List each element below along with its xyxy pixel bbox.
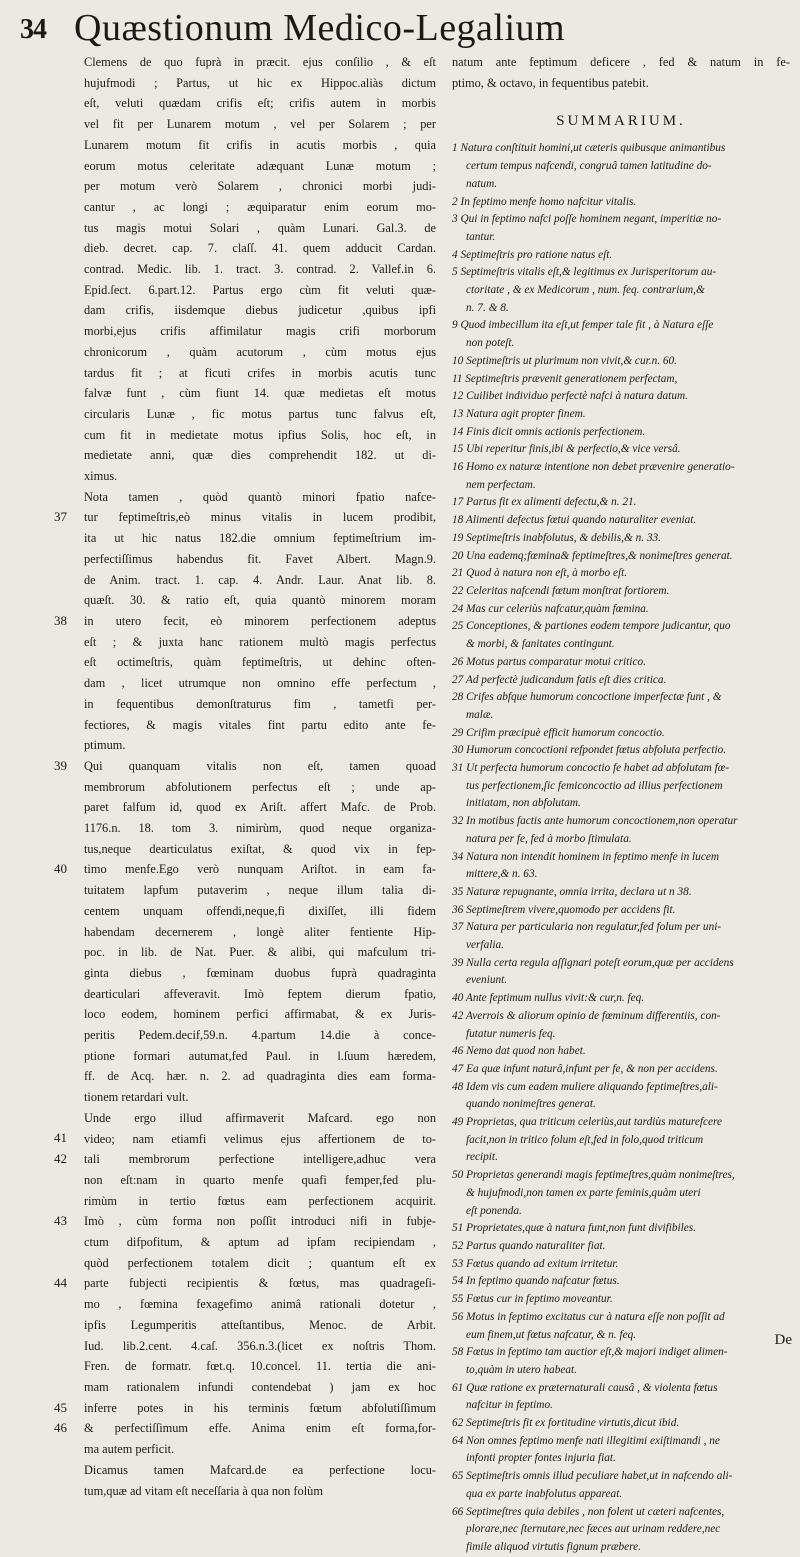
- margin-number: 40: [54, 861, 67, 877]
- text-line: eorum motus celeritate adæquant Lunæ motum ;: [84, 158, 436, 173]
- summary-line: 18 Alimenti defectus fœtui quando naturaliter eveniat.: [452, 514, 697, 527]
- summary-line: plorare,nec ſternutare,nec fæces aut urinam reddere,nec: [466, 1523, 721, 1536]
- summary-line: natum.: [466, 177, 498, 190]
- text-line: dam crifis, iisdemque diebus judicetur ,quibus ipfi: [84, 303, 436, 318]
- text-line: tum,quæ ad vitam eſt neceſſaria à qua non folùm: [84, 1483, 323, 1498]
- summary-line: 42 Averrois & aliorum opinio de fœminum differentiis, con-: [452, 1009, 721, 1022]
- summary-line: 51 Proprietates,quæ à natura funt,non funt divifibiles.: [452, 1222, 697, 1235]
- summary-line: 17 Partus fit ex alimenti defectu,& n. 21.: [452, 496, 637, 509]
- text-line: natum ante feptimum deficere , fed & natum in fe-: [452, 55, 790, 69]
- summary-line: 21 Quod à natura non eſt, à morbo eſt.: [452, 567, 628, 580]
- text-line: peritis Pedem.decif,59.n. 4.partum 14.die à conce-: [84, 1028, 436, 1043]
- text-line: ma autem perficit.: [84, 1442, 175, 1457]
- summary-line: 29 Crifim præcipuè efficit humorum concoctio.: [452, 726, 665, 739]
- summary-line: facit,non in tritico folum eſt,fed in folo,quod triticum: [466, 1133, 704, 1146]
- page-number: 34: [20, 14, 46, 45]
- summary-line: nafcitur in feptimo.: [466, 1399, 553, 1412]
- right-column-intro: [452, 52, 790, 93]
- text-line: rimùm in tertio fœtus eam perfectionem acquirit.: [84, 1193, 436, 1208]
- margin-number: 46: [54, 1420, 67, 1436]
- summary-line: eſt ponenda.: [466, 1204, 522, 1217]
- text-line: inferre potes in his terminis fœtum abfolutiſſimum: [84, 1400, 436, 1415]
- text-line: cantur , ac longi ; æquiparatur enim eorum mo-: [84, 199, 436, 214]
- summary-line: verfalia.: [466, 939, 504, 952]
- text-line: ita ut hic natus 182.die omnium feptimeſtrium im-: [84, 531, 436, 546]
- text-line: quòd perfectionem totalem dicit ; quantum eſt ex: [84, 1255, 436, 1270]
- text-line: Iud. lib.2.cent. 4.caſ. 356.n.3.(licet ex noſtris Thom.: [84, 1338, 436, 1353]
- margin-number: 45: [54, 1399, 67, 1415]
- summary-line: 40 Ante feptimum nullus vivit:& cur,n. feq.: [452, 992, 645, 1005]
- margin-number: 39: [54, 757, 67, 773]
- summary-line: 19 Septimeſtris inabfolutus, & debilis,& n. 33.: [452, 531, 661, 544]
- text-line: habendam decernerem , longè aliter fentiente Hip-: [84, 924, 436, 939]
- text-line: Unde ergo illud affirmaverit Mafcard. ego non: [84, 1110, 436, 1125]
- text-line: ximus.: [84, 469, 118, 484]
- text-line: medietate anni, quæ dies comprehendit 182. ut di-: [84, 448, 436, 463]
- summary-line: 25 Conceptiones, & partiones eodem tempore judicantur, quo: [452, 620, 731, 633]
- text-line: Imò , cùm forma non poſſit introduci nifi in fubje-: [84, 1214, 436, 1229]
- summary-line: 22 Celeritas nafcendi fœtum monſtrat fortiorem.: [452, 584, 670, 597]
- summary-line: & morbi, & fanitates contingunt.: [466, 638, 615, 651]
- summary-line: 31 Ut perfecta humorum concoctio fe habet ad abfolutam fœ-: [452, 762, 730, 775]
- text-line: fectiores, & magis vitales fint partu edito ante fe-: [84, 717, 436, 732]
- text-line: ipfis Legumperitis atteſtantibus, Menoc. de Arbit.: [84, 1317, 436, 1332]
- text-line: tuitatem lapfum putaverim , neque illum talia di-: [84, 883, 436, 898]
- summary-line: 54 In feptimo quando nafcatur fœtus.: [452, 1275, 620, 1288]
- summary-line: recipit.: [466, 1151, 498, 1164]
- summary-line: 46 Nemo dat quod non habet.: [452, 1045, 586, 1058]
- summary-line: 11 Septimeſtris prævenit generationem perfectam,: [452, 372, 678, 385]
- text-line: dam , licet utrumque non omnino effe perfectum ,: [84, 676, 436, 691]
- text-line: hujufmodi ; Partus, ut hic ex Hippoc.aliàs dictum: [84, 75, 436, 90]
- text-line: tionem retardari vult.: [84, 1090, 189, 1105]
- summary-line: 58 Fœtus in feptimo tam auctior eſt,& majori indiget alimen-: [452, 1346, 728, 1359]
- text-line: Dicamus tamen Mafcard.de ea perfectione locu-: [84, 1462, 436, 1477]
- text-line: morbi,ejus crifis affimilatur magis crifi morborum: [84, 324, 436, 339]
- summary-line: 32 In motibus factis ante humorum concoctionem,non operatur: [452, 815, 738, 828]
- summary-line: 62 Septimeſtris fit ex fortitudine virtutis,dicut ibid.: [452, 1417, 680, 1430]
- text-line: paret falfum id, quod ex Ariſt. affert Mafc. de Prob.: [84, 800, 436, 815]
- text-line: in fequentibus demonſtraturus fim , tametfi per-: [84, 696, 436, 711]
- text-line: parte fubjecti recipientis & fœtus, mas quadrageſi-: [84, 1276, 436, 1291]
- text-line: & perfectiſſimum effe. Anima enim eſt forma,for-: [84, 1421, 436, 1436]
- summary-line: 36 Septimeſtrem vivere,quomodo per accidens fit.: [452, 903, 676, 916]
- summary-line: 27 Ad perfectè judicandum fatis eſt dies critica.: [452, 673, 667, 686]
- text-line: cum fit in medietate motus ipfius Solis, hoc eſt, in: [84, 427, 436, 442]
- text-line: dieb. decret. cap. 7. claſſ. 41. quem adducit Cardan.: [84, 241, 436, 256]
- text-line: contrad. Medic. lib. 1. tract. 3. contrad. 2. Vallef.in 6.: [84, 262, 436, 277]
- left-column: [84, 52, 436, 1498]
- summary-line: 16 Homo ex naturæ intentione non debet prævenire generatio-: [452, 461, 735, 474]
- summary-line: malæ.: [466, 708, 494, 721]
- summary-line: initiatam, non abfolutam.: [466, 797, 581, 810]
- margin-number: 38: [54, 612, 67, 628]
- text-line: ff. de Acq. hær. n. 2. ad quadraginta dies eam forma-: [84, 1069, 436, 1084]
- summary-line: 20 Una eademq;fœmina& feptimeſtres,& nonimeſtres generat.: [452, 549, 733, 562]
- margin-number: 43: [54, 1213, 67, 1229]
- summary-line: 14 Finis dicit omnis actionis perfectionem.: [452, 425, 646, 438]
- text-line: perfectiſſimus habendus fit. Favet Albert. Magn.9.: [84, 551, 436, 566]
- text-line: membrorum abfolutionem perfectus eſt ; unde ap-: [84, 779, 436, 794]
- catchword: De: [774, 1332, 792, 1348]
- text-line: Lunarem motum fit crifis in acutis morbis , quia: [84, 137, 436, 152]
- summary-line: tus perfectionem,ſic femiconcoctio ad illius perfectionem: [466, 779, 723, 792]
- summary-line: 15 Ubi reperitur finis,ibi & perfectio,& vice versâ.: [452, 443, 681, 456]
- text-line: eſt ; & juxta hanc rationem multò magis perfectus: [84, 634, 436, 649]
- summary-line: 24 Mas cur celeriùs nafcatur,quàm fœmina.: [452, 602, 649, 615]
- summary-line: futatur numeris feq.: [466, 1027, 556, 1040]
- summary-line: 2 In feptimo menfe homo nafcitur vitalis.: [452, 195, 637, 208]
- summary-line: 52 Partus quando naturaliter fiat.: [452, 1240, 606, 1252]
- summary-line: eum finem,ut fœtus nafcatur, & n. feq.: [466, 1328, 637, 1341]
- text-line: timo menfe.Ego verò nunquam Ariſtot. in eam fa-: [84, 862, 436, 877]
- summary-line: fimile aliquod virtutis fignum præbere.: [466, 1540, 641, 1553]
- summary-line: tantur.: [466, 230, 496, 243]
- summary-line: 12 Cuilibet individuo perfectè nafci à natura datum.: [452, 390, 688, 403]
- summary-line: infonti propter fontes injuria fiat.: [466, 1452, 616, 1465]
- text-line: Epid.ſect. 6.part.12. Partus ergo cùm fit veluti quæ-: [84, 282, 436, 297]
- summary-line: 35 Naturæ repugnante, omnia irrita, declara ut n 38.: [452, 885, 692, 898]
- summary-line: 26 Motus partus comparatur motui critico.: [452, 655, 646, 668]
- text-line: poc. in lib. de Nat. Puer. & alibi, qui mafculum tri-: [84, 945, 436, 960]
- summary-line: 1 Natura conſtituit homini,ut cæteris quibusque animantibus: [452, 142, 726, 155]
- summary-line: 56 Motus in feptimo excitatus cur à natura eſſe non poſſit ad: [452, 1310, 725, 1323]
- summary-line: mittere,& n. 63.: [466, 868, 538, 881]
- margin-number: 44: [54, 1275, 67, 1291]
- margin-number: 37: [54, 509, 67, 525]
- summary-line: 39 Nulla certa regula aſſignari poteſt eorum,quæ per accidens: [452, 956, 734, 969]
- summary-line: 30 Humorum concoctioni refpondet fœtus abfoluta perfectio.: [452, 744, 727, 757]
- summary-line: certum tempus nafcendi, congruâ tamen latitudine do-: [466, 160, 712, 173]
- text-line: tur feptimeſtris,eò minus vitalis in lucem prodibit,: [84, 510, 436, 525]
- running-head: Quæstionum Medico-Legalium: [74, 7, 566, 49]
- text-line: mo , fœmina fexagefimo animâ rationali dotetur ,: [84, 1297, 436, 1312]
- text-line: non eſt:nam in quarto menfe quafi femper,fed plu-: [84, 1172, 436, 1187]
- text-line: eſt, veluti quædam crifis eſt; crifis autem in morbis: [84, 96, 436, 111]
- text-line: ginta diebus , fœminam duobus fuprà quadraginta: [84, 965, 436, 980]
- summary-line: ctoritate , & ex Medicorum , num. feq. contrarium,&: [466, 284, 705, 297]
- text-line: tali membrorum perfectione intelligere,adhuc vera: [84, 1152, 436, 1167]
- summary-line: 64 Non omnes feptimo menfe nati illegitimi exiſtimandi , ne: [452, 1434, 720, 1447]
- text-line: video; nam etiamfi velimus ejus affertionem de to-: [84, 1131, 436, 1146]
- text-line: tardus fit ; at ficuti crifes in morbis acutis tunc: [84, 365, 436, 380]
- summary-line: 37 Natura per particularia non regulatur,fed folum per uni-: [452, 921, 722, 934]
- summary-line: 61 Quæ ratione ex præternaturali causâ , & violenta fœtus: [452, 1381, 718, 1394]
- summary-line: & hujufmodi,non tamen ex parte feminis,quàm uteri: [466, 1186, 701, 1199]
- summary-line: 66 Septimeſtres quia debiles , non folent ut cæteri nafcentes,: [452, 1505, 725, 1518]
- summary-heading: SUMMARIUM.: [556, 113, 686, 130]
- text-line: ctum difpofitum, & aptum ad ipfam recipiendam ,: [84, 1235, 436, 1250]
- text-line: eſt octimeſtris, quàm feptimeſtris, ut dehinc often-: [84, 655, 436, 670]
- summary-line: 4 Septimeſtris pro ratione natus eſt.: [452, 248, 613, 261]
- text-line: Nota tamen , quòd quantò minori fpatio nafce-: [84, 489, 436, 504]
- page-header: [0, 4, 800, 50]
- summary-line: to,quàm in utero habeat.: [466, 1363, 577, 1376]
- text-line: Fren. de formatr. fœt.q. 10.concel. 11. tertia die ani-: [84, 1359, 436, 1374]
- text-line: falvæ funt , cùm fiunt 14. quæ medietas eſt motus: [84, 386, 436, 401]
- summary-line: 49 Proprietas, qua triticum celeriùs,aut tardiùs maturefcere: [452, 1116, 723, 1129]
- summary-line: 50 Proprietas generandi magis feptimeſtres,quàm nonimeſtres,: [452, 1169, 735, 1182]
- summary-line: 3 Qui in feptimo nafci poſſe hominem negant, imperitiæ no-: [452, 213, 722, 226]
- summary-line: 9 Quod imbecillum ita eſt,ut femper tale fit , à Natura eſſe: [452, 319, 714, 332]
- summary-line: natura per fe, fed à morbo ſtimulata.: [466, 832, 632, 845]
- summary-line: 34 Natura non intendit hominem in feptimo menfe in lucem: [452, 850, 720, 863]
- summary-line: nem perfectam.: [466, 478, 536, 491]
- right-column: [452, 52, 790, 1553]
- summary-line: 53 Fœtus quando ad exitum irritetur.: [452, 1257, 619, 1270]
- summary-line: 28 Crifes abfque humorum concoctione imperfectæ funt , &: [452, 691, 722, 704]
- text-line: loco eodem, hominem perfici affirmabat, & ex Juris-: [84, 1007, 436, 1022]
- text-line: Clemens de quo fuprà in præcit. ejus conſilio , & eſt: [84, 55, 436, 69]
- summary-line: 65 Septimeſtris omnis illud peculiare habet,ut in nafcendo ali-: [452, 1470, 733, 1483]
- summary-line: 55 Fœtus cur in feptimo moveantur.: [452, 1293, 613, 1306]
- text-line: mam rationalem infundi contendebat ) jam ex hoc: [84, 1380, 436, 1394]
- text-line: quæſt. 30. & ratio eſt, quia quantò minorem moram: [84, 593, 436, 608]
- text-line: 1176.n. 18. tom 3. nimirùm, quod neque organiza-: [84, 821, 436, 836]
- summary-line: quando nonimeſtres generat.: [466, 1098, 596, 1111]
- summary-line: 10 Septimeſtris ut plurimum non vivit,& cur.n. 60.: [452, 354, 677, 367]
- text-line: per motum verò Solarem , chronici morbi judi-: [84, 179, 436, 194]
- summary-line: non poteſt.: [466, 337, 515, 350]
- summary-line: 13 Natura agit propter finem.: [452, 407, 586, 420]
- summary-line: 5 Septimeſtris vitalis eſt,& legitimus ex Jurisperitorum au-: [452, 266, 717, 279]
- summary-line: 48 Idem vis cum eadem muliere aliquando feptimeſtres,ali-: [452, 1080, 718, 1093]
- summary-line: qua ex parte inabfolutus appareat.: [466, 1487, 623, 1500]
- margin-number: 41: [54, 1130, 67, 1146]
- text-line: Qui quanquam vitalis non eſt, tamen quoad: [84, 758, 436, 773]
- text-line: dearticulari affeveravit. Imò feptem dierum fpatio,: [84, 986, 436, 1001]
- text-line: centem unquam offendi,neque,fi dixiſſet, illi fidem: [84, 903, 436, 918]
- text-line: tus,neque dearticulatus exiſtat, & quod vix in fep-: [84, 841, 436, 856]
- text-line: chronicorum , quàm acutorum , cùm motus ejus: [84, 344, 436, 359]
- summary-line: eveniunt.: [466, 974, 508, 987]
- summary-list: [452, 140, 790, 1556]
- text-line: ptione formari autumat,fed Paul. in l.ſuum hæredem,: [84, 1048, 436, 1063]
- text-line: in utero fecit, eò minorem perfectionem adeptus: [84, 613, 436, 628]
- summary-line: n. 7. & 8.: [466, 301, 509, 314]
- text-line: tus magis motui Solari , quàm Lunari. Gal.3. de: [84, 220, 436, 235]
- text-line: vel fit per Lunarem motum , vel per Solarem ; per: [84, 117, 436, 132]
- summary-line: 47 Ea quæ infunt naturâ,infunt per fe, & non per accidens.: [452, 1062, 718, 1075]
- margin-number: 42: [54, 1151, 67, 1167]
- text-line: ptimum.: [84, 738, 126, 753]
- text-line: ptimo, & octavo, in fequentibus patebit.: [452, 75, 649, 90]
- text-line: de Anim. tract. 1. cap. 4. Andr. Laur. Anat lib. 8.: [84, 572, 436, 587]
- text-line: circularis Lunæ , fic motus partus tunc falvus eſt,: [84, 406, 436, 421]
